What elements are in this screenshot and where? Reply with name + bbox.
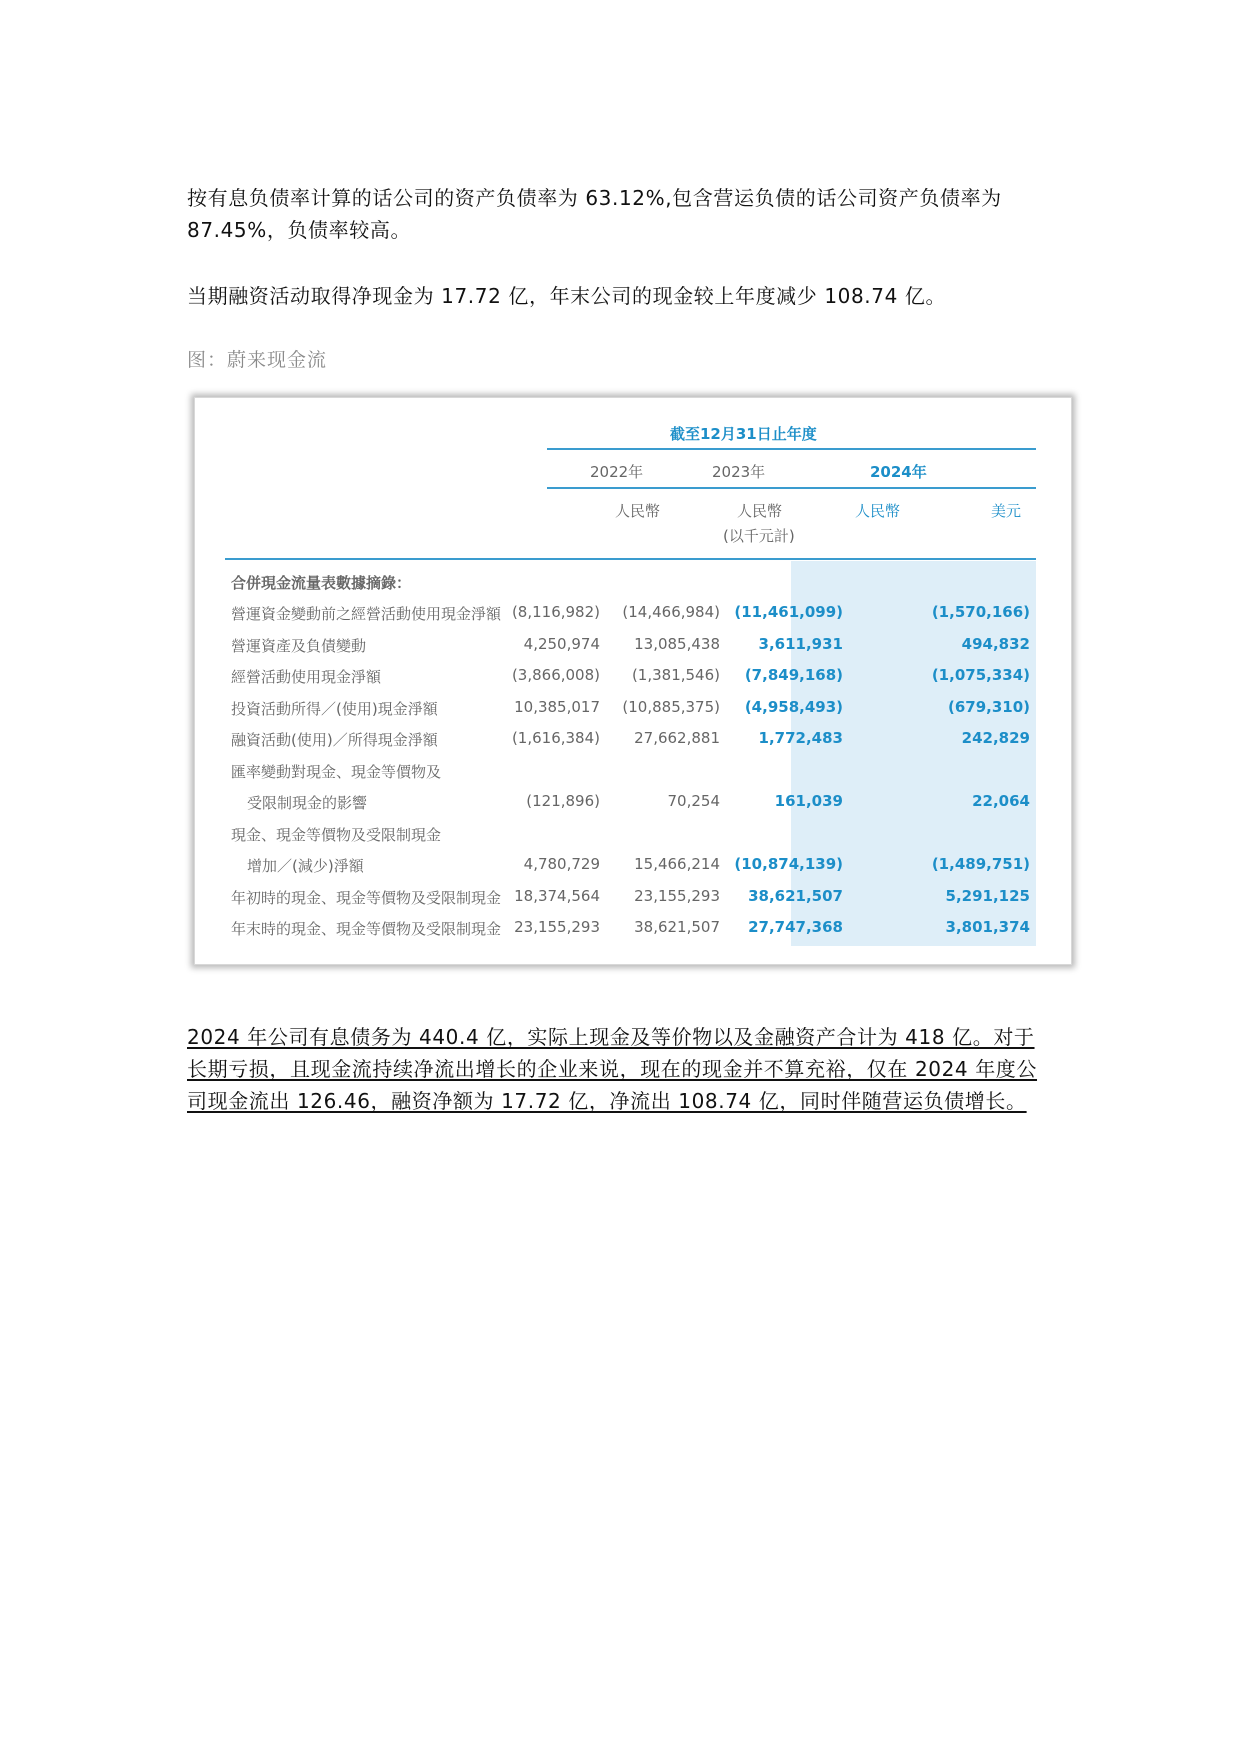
row-label: 現金、現金等價物及受限制現金 [231, 825, 442, 844]
row-label: 年初時的現金、現金等價物及受限制現金 [231, 888, 502, 907]
row-label: 年末時的現金、現金等價物及受限制現金 [231, 920, 502, 938]
cell-2024-usd: (1,075,334) [931, 666, 1030, 684]
cell-2024-rmb: 3,611,931 [758, 634, 843, 653]
year-2024: 2024年 [870, 463, 927, 481]
currency-2024-usd: 美元 [991, 502, 1022, 520]
cell-2023-rmb: (14,466,984) [622, 603, 720, 621]
cash-flow-table [195, 398, 1071, 964]
currency-2023: 人民幣 [737, 502, 783, 520]
cell-2022-rmb: (1,616,384) [511, 729, 600, 747]
cell-2024-usd: 22,064 [972, 792, 1030, 810]
cell-2024-usd: 242,829 [961, 729, 1030, 747]
cell-2024-rmb: (11,461,099) [734, 603, 843, 621]
cell-2022-rmb: (3,866,008) [511, 666, 600, 684]
cell-2022-rmb: 18,374,564 [514, 886, 600, 905]
cell-2024-usd: 5,291,125 [945, 886, 1030, 905]
unit-note: (以千元計) [723, 527, 795, 545]
currency-2024-rmb: 人民幣 [855, 502, 901, 520]
row-label: 匯率變動對現金、現金等價物及 [231, 762, 442, 781]
paragraph-financing-cash: 当期融资活动取得净现金为 17.72 亿，年末公司的现金较上年度减少 108.74 亿。 [187, 284, 947, 308]
row-label: 營運資產及負債變動 [231, 636, 367, 655]
cell-2022-rmb: (121,896) [526, 792, 600, 810]
currency-2022: 人民幣 [615, 502, 661, 520]
paragraph-conclusion: 2024 年公司有息债务为 440.4 亿，实际上现金及等价物以及金融资产合计为 418 亿。对于长期亏损，且现金流持续净流出增长的企业来说，现在的现金并不算充裕，仅在 2024 年度公司现金流出 126.46，融资净额为 17.72 亿，净流出 108.74 亿，同时伴随营运负债增长。 [187, 1025, 1038, 1113]
cell-2023-rmb: 23,155,293 [634, 886, 720, 905]
cell-2023-rmb: (1,381,546) [631, 666, 720, 684]
cell-2024-usd: 3,801,374 [945, 918, 1030, 936]
cell-2024-rmb: 161,039 [774, 792, 843, 810]
cell-2022-rmb: (8,116,982) [511, 603, 600, 621]
cell-2022-rmb: 4,250,974 [523, 634, 600, 653]
row-label-continued: 增加／(減少)淨額 [247, 857, 364, 875]
cell-2024-usd: (1,570,166) [931, 603, 1030, 621]
row-label: 投資活動所得／(使用)現金淨額 [231, 699, 438, 718]
cell-2023-rmb: 13,085,438 [634, 634, 720, 653]
cell-2024-rmb: 1,772,483 [758, 729, 843, 747]
year-2023: 2023年 [712, 463, 766, 481]
cell-2023-rmb: 38,621,507 [634, 918, 720, 936]
header-rule-years [547, 487, 1036, 489]
header-rule-top [547, 448, 1036, 450]
cell-2024-rmb: (4,958,493) [744, 697, 843, 716]
cell-2024-usd: (1,489,751) [931, 855, 1030, 873]
row-label: 經營活動使用現金淨額 [231, 668, 382, 686]
cell-2024-usd: 494,832 [961, 634, 1030, 653]
cell-2022-rmb: 10,385,017 [514, 697, 600, 716]
cash-flow-table-figure [194, 397, 1072, 965]
period-header: 截至12月31日止年度 [670, 425, 817, 443]
cell-2024-rmb: (10,874,139) [734, 855, 843, 873]
header-rule-bottom [225, 558, 1036, 560]
row-label: 融資活動(使用)／所得現金淨額 [231, 731, 438, 749]
cell-2024-rmb: 38,621,507 [748, 886, 843, 905]
cell-2023-rmb: 15,466,214 [634, 855, 720, 873]
row-label: 營運資金變動前之經營活動使用現金淨額 [231, 605, 502, 623]
cell-2023-rmb: 27,662,881 [634, 729, 720, 747]
cell-2023-rmb: 70,254 [667, 792, 720, 810]
cell-2022-rmb: 23,155,293 [514, 918, 600, 936]
row-label-continued: 受限制現金的影響 [247, 794, 368, 812]
section-title: 合併現金流量表數據摘錄： [231, 574, 412, 592]
cell-2024-usd: (679,310) [947, 697, 1030, 716]
cell-2024-rmb: (7,849,168) [744, 666, 843, 684]
cell-2022-rmb: 4,780,729 [523, 855, 600, 873]
figure-caption: 图：蔚来现金流 [187, 349, 328, 371]
paragraph-debt-ratio: 按有息负债率计算的话公司的资产负债率为 63.12%,包含营运负债的话公司资产负债率为 87.45%，负债率较高。 [187, 186, 1002, 242]
year-2022: 2022年 [590, 463, 644, 481]
cell-2024-rmb: 27,747,368 [748, 918, 843, 936]
cell-2023-rmb: (10,885,375) [622, 697, 720, 716]
